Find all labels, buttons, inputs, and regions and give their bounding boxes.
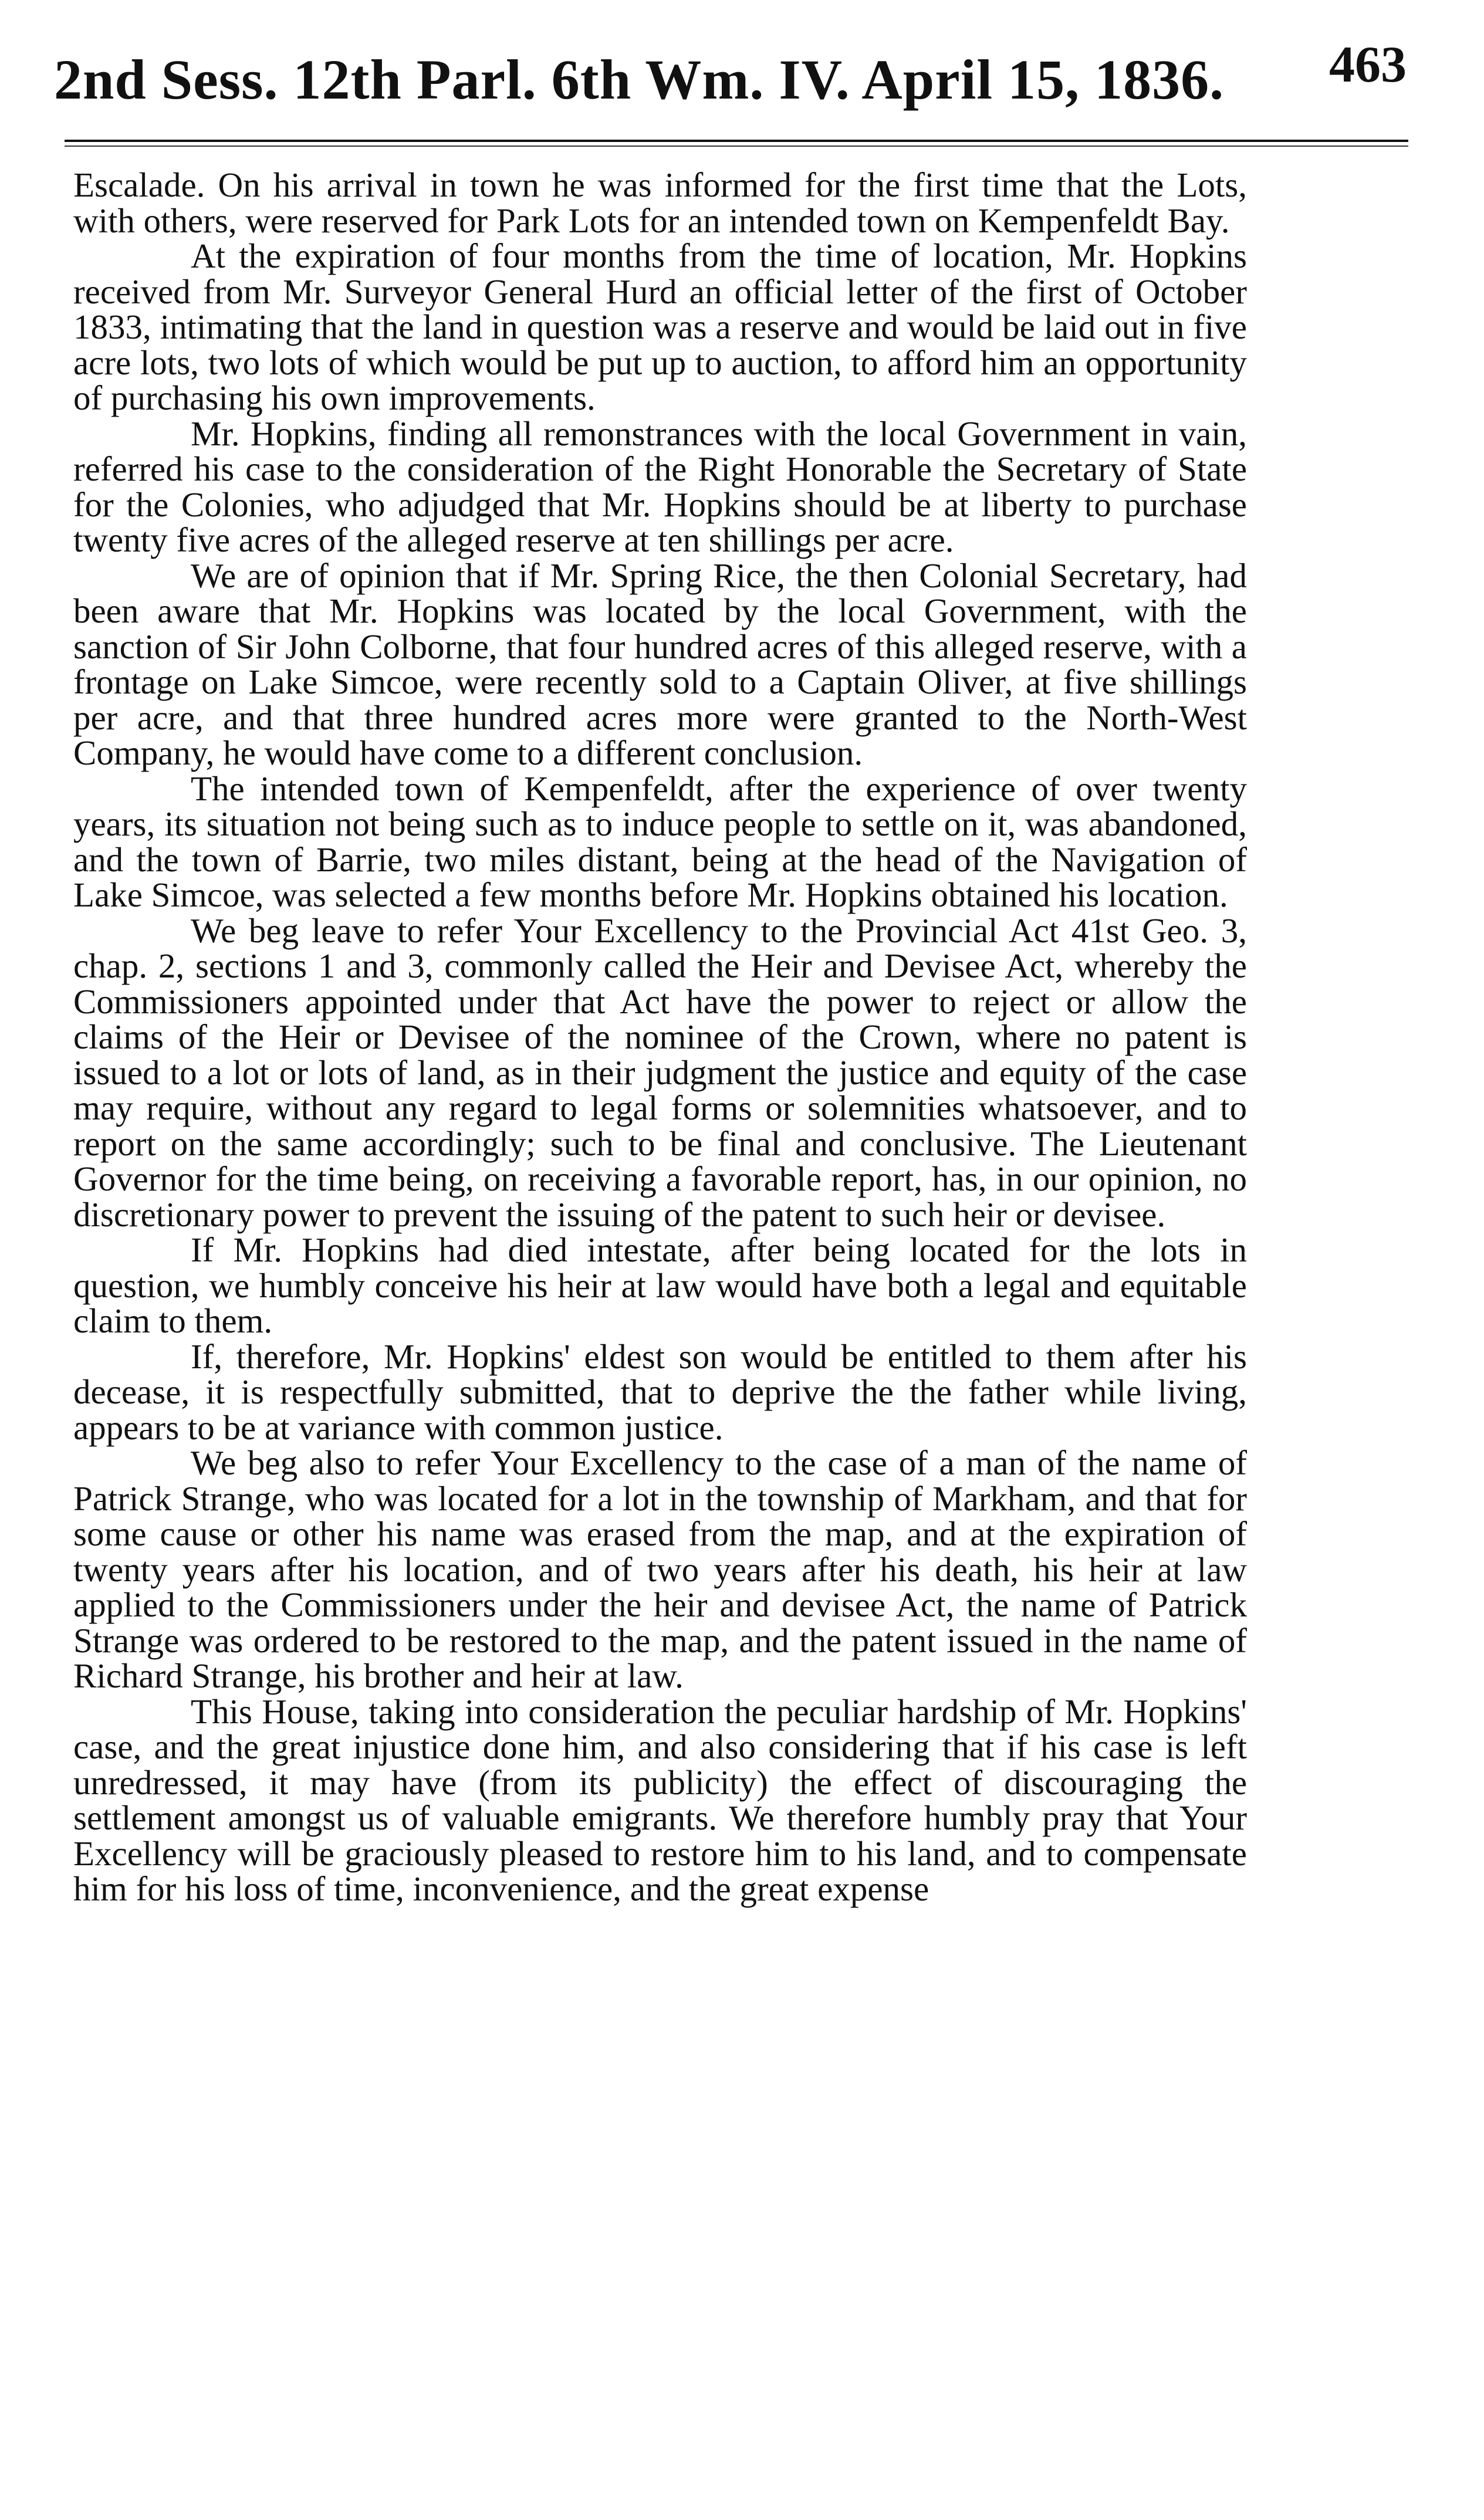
- paragraph-expiration-four-months: At the expiration of four months from the time of location, Mr. Hopkins received from Mr. Surveyor General Hurd an official letter of the first of October 1833, intimating that the land in question was a reserve and would be laid out in five acre lots, two lots of which would be put up to auction, to afford him an opportunity of purchasing his own improvements.: [73, 236, 1247, 417]
- paragraph-escalade: Escalade. On his arrival in town he was informed for the first time that the Lots, with others, were reserved for Park Lots for an intended town on Kempenfeldt Bay.: [73, 165, 1247, 240]
- paragraph-spring-rice-opinion: We are of opinion that if Mr. Spring Rice, the then Colonial Secretary, had been aware that Mr. Hopkins was located by the local Government, with the sanction of Sir John Colborne, that four hundred acres of this alleged reserve, with a frontage on Lake Simcoe, were recently sold to a Captain Oliver, at five shillings per acre, and that three hundred acres more were granted to the North-West Company, he would have come to a different conclusion.: [73, 556, 1247, 772]
- paragraph-heir-devisee-act: We beg leave to refer Your Excellency to the Provincial Act 41st Geo. 3, chap. 2, sections 1 and 3, commonly called the Heir and Devisee Act, whereby the Commissioners appointed under that Act have the power to reject or allow the claims of the Heir or Devisee of the nominee of the Crown, where no patent is issued to a lot or lots of land, as in their judgment the justice and equity of the case may require, without any regard to legal forms or solemnities whatsoever, and to report on the same accordingly; such to be final and conclusive. The Lieutenant Governor for the time being, on receiving a favorable report, has, in our opinion, no discretionary power to prevent the issuing of the patent to such heir or devisee.: [73, 911, 1247, 1234]
- running-head: 2nd Sess. 12th Parl. 6th Wm. IV. April 15, 1836.: [54, 48, 1225, 111]
- page-number: 463: [1329, 36, 1407, 93]
- page-header: [0, 35, 1484, 123]
- header-rule: [65, 140, 1408, 142]
- paragraph-patrick-strange: We beg also to refer Your Excellency to the case of a man of the name of Patrick Strange, who was located for a lot in the township of Markham, and that for some cause or other his name was erased from the map, and at the expiration of twenty years after his location, and of two years after his death, his heir at law applied to the Commissioners under the heir and devisee Act, the name of Patrick Strange was ordered to be restored to the map, and the patent issued in the name of Richard Strange, his brother and heir at law.: [73, 1443, 1247, 1695]
- paragraph-eldest-son: If, therefore, Mr. Hopkins' eldest son would be entitled to them after his decease, it is respectfully submitted, that to deprive the the father while living, appears to be at variance with common justice.: [73, 1337, 1247, 1447]
- paragraph-house-prayer: This House, taking into consideration the peculiar hardship of Mr. Hopkins' case, and the great injustice done him, and also considering that if his case is left unredressed, it may have (from its publicity) the effect of discouraging the settlement amongst us of valuable emigrants. We therefore humbly pray that Your Excellency will be graciously pleased to restore him to his land, and to compensate him for his loss of time, inconvenience, and the great expense: [73, 1692, 1247, 1908]
- paragraph-died-intestate: If Mr. Hopkins had died intestate, after being located for the lots in question, we humbly conceive his heir at law would have both a legal and equitable claim to them.: [73, 1230, 1247, 1340]
- paragraph-kempenfeldt-town: The intended town of Kempenfeldt, after the experience of over twenty years, its situation not being such as to induce people to settle on it, was abandoned, and the town of Barrie, two miles distant, being at the head of the Navigation of Lake Simcoe, was selected a few months before Mr. Hopkins obtained his location.: [73, 769, 1247, 914]
- body-text: [73, 167, 1247, 1907]
- paragraph-remonstrances: Mr. Hopkins, finding all remonstrances with the local Government in vain, referred his case to the consideration of the Right Honorable the Secretary of State for the Colonies, who adjudged that Mr. Hopkins should be at liberty to purchase twenty five acres of the alleged reserve at ten shillings per acre.: [73, 414, 1247, 559]
- header-rule-secondary: [65, 146, 1408, 147]
